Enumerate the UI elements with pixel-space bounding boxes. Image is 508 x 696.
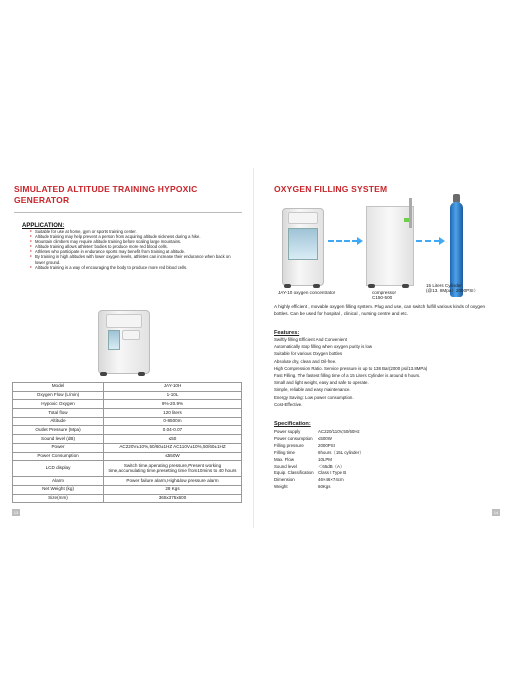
feature-item: Small and light weight, easy and safe to operate. bbox=[274, 380, 369, 386]
spec-key: Dimension bbox=[274, 477, 295, 483]
table-cell: Model bbox=[13, 383, 104, 392]
application-list bbox=[30, 229, 240, 270]
table-cell: Hypoxic Oxygen bbox=[13, 400, 104, 409]
flow-arrow bbox=[416, 240, 440, 242]
spec-value: Class I Type B bbox=[318, 470, 347, 476]
flow-arrowhead bbox=[439, 237, 445, 245]
application-item: ♦ Altitude training is a way of encouraging the body to produce more red blood cells. bbox=[30, 265, 240, 270]
compressor-handle bbox=[409, 198, 412, 228]
concentrator-caption: JAY-10 oxygen concentrator bbox=[278, 290, 336, 295]
table-row bbox=[13, 391, 242, 400]
spec-row bbox=[274, 464, 364, 471]
spec-key: Power supply bbox=[274, 429, 301, 434]
spec-row bbox=[274, 470, 364, 477]
compressor-caption bbox=[372, 290, 396, 301]
feature-item: Swiftly filling Efficient And Convenient bbox=[274, 337, 347, 342]
oxygen-concentrator-image bbox=[280, 206, 324, 288]
spec-row bbox=[274, 457, 364, 464]
spec-row bbox=[274, 450, 364, 457]
left-page bbox=[0, 168, 254, 528]
spec-key: Filling time bbox=[274, 449, 295, 455]
flow-arrowhead bbox=[357, 237, 363, 245]
table-cell: ≤550W bbox=[104, 452, 242, 461]
cylinder-caption bbox=[426, 283, 478, 294]
right-page-title: OXYGEN FILLING SYSTEM bbox=[274, 184, 388, 194]
spec-row bbox=[274, 443, 364, 450]
table-cell: 120 liters bbox=[104, 409, 242, 418]
spec-value: 60Kgs bbox=[318, 484, 331, 490]
cylinder-caption-line: (@13. 8Mpa）2000PSI） bbox=[426, 288, 479, 294]
table-cell: Power failure alarm,High&low pressure alarm bbox=[104, 477, 242, 486]
flow-arrow bbox=[328, 240, 358, 242]
left-page-title: SIMULATED ALTITUDE TRAINING HYPOXIC GENERATOR bbox=[14, 184, 198, 205]
feature-item: Automatically stop filling when oxygen purity is low bbox=[274, 344, 373, 350]
table-cell: Total flow bbox=[13, 409, 104, 418]
table-cell: 1-10L bbox=[104, 391, 242, 400]
table-cell: Sound level (dB) bbox=[13, 435, 104, 444]
compressor-model: C150-500 bbox=[372, 295, 393, 301]
table-cell: Alarm bbox=[13, 477, 104, 486]
application-item: ♦ By training in high altitudes with lower oxygen levels, athletes can increase their endurance when back on lower ground. bbox=[30, 254, 240, 264]
table-row bbox=[13, 494, 242, 503]
spec-key: Equip. Classification bbox=[274, 470, 314, 476]
table-row bbox=[13, 426, 242, 435]
table-row bbox=[13, 452, 242, 461]
feature-item: High Compression Ratio. Service pressure is up to 138 Bar(2000 psi/13.8MPa) bbox=[274, 365, 428, 371]
table-cell: 28 Kgs bbox=[104, 485, 242, 494]
spec-table bbox=[12, 382, 242, 503]
spec-key: Sound level bbox=[274, 463, 297, 469]
application-heading: APPLICATION: bbox=[22, 223, 65, 229]
table-cell: ≤50 bbox=[104, 435, 242, 444]
spec-value: ≤500W bbox=[318, 435, 332, 441]
feature-item: Energy Saving: Low power consumption. bbox=[274, 394, 354, 400]
table-row bbox=[13, 409, 242, 418]
compressor-wheel bbox=[402, 284, 409, 288]
table-row bbox=[13, 443, 242, 452]
table-cell: Switch time,operating pressure,Present working time,accumulating time,presetting time from10mins to 40 hours bbox=[104, 461, 242, 477]
spec-row bbox=[274, 436, 364, 443]
spec-row bbox=[274, 429, 364, 436]
specification-list bbox=[274, 429, 364, 491]
feature-item: Fast Filling. The fastest filling time of a 15 Liters Cylinder is around 6 hours. bbox=[274, 373, 421, 379]
table-cell: JAY-10H bbox=[104, 383, 242, 392]
application-item: ♦ Altitude training may help prevent a person from acquiring altitude sickness during a hike. bbox=[30, 234, 240, 239]
spec-key: Power consumption bbox=[274, 435, 313, 441]
spec-row bbox=[274, 484, 364, 491]
spec-value: 46×46×74cm bbox=[318, 477, 344, 483]
feature-item: Suitable for various Oxygen bottles bbox=[274, 351, 343, 357]
application-item: ♦ Mountain climbers may require altitude training before scaling large mountains. bbox=[30, 239, 240, 244]
spec-value: 2000PSI bbox=[318, 442, 335, 448]
table-row bbox=[13, 383, 242, 392]
table-cell: 0-8500m bbox=[104, 417, 242, 426]
table-cell: Net Weight (kg) bbox=[13, 485, 104, 494]
feature-item: Simple, reliable and easy maintenance. bbox=[274, 387, 351, 393]
application-item: ♦ Athletes who participate in endurance sports may benefit from training at altitude. bbox=[30, 249, 240, 254]
table-cell: Oxygen Flow (L/min) bbox=[13, 391, 104, 400]
feature-item: Cost-Effective. bbox=[274, 401, 303, 407]
title-rule bbox=[14, 212, 242, 213]
spec-value: 6hours（15L cylinder） bbox=[318, 449, 364, 455]
page-number: 14 bbox=[493, 510, 499, 515]
features-list bbox=[274, 336, 494, 408]
table-row bbox=[13, 435, 242, 444]
specification-heading: Specification: bbox=[274, 421, 311, 427]
table-cell: 0.04-0.07 bbox=[104, 426, 242, 435]
table-row bbox=[13, 485, 242, 494]
table-row bbox=[13, 400, 242, 409]
table-cell: 9%-20.9% bbox=[104, 400, 242, 409]
features-heading: Features: bbox=[274, 330, 300, 336]
table-cell: 365x375x600 bbox=[104, 494, 242, 503]
system-description: A highly efficient , movable oxygen filling system. Plug and use, can switch fulfill various kinds of oxygen bottles. Can be used for hospital , clinical , nursing centre and etc. bbox=[274, 304, 486, 316]
spec-key: Max. Flow bbox=[274, 456, 295, 462]
right-page bbox=[254, 168, 508, 528]
cylinder-caption-line: 15 Liters Cylinder bbox=[426, 283, 462, 288]
compressor-name: compressor bbox=[372, 290, 396, 295]
table-cell: Altitude bbox=[13, 417, 104, 426]
spec-row bbox=[274, 477, 364, 484]
spec-value: AC220/110V,50/60Hz bbox=[318, 429, 360, 434]
table-cell: Size(mm) bbox=[13, 494, 104, 503]
compressor-wheel bbox=[368, 284, 375, 288]
table-cell: LCD display bbox=[13, 461, 104, 477]
spec-value: ＜65dB（A） bbox=[318, 463, 345, 469]
table-row bbox=[13, 461, 242, 477]
application-item: ♦ Suitable for use at home, gym or sports training center. bbox=[30, 229, 240, 234]
table-cell: Outlet Pressure (Mpa) bbox=[13, 426, 104, 435]
table-row bbox=[13, 477, 242, 486]
table-row bbox=[13, 417, 242, 426]
application-item: ♦ Altitude training allows athletes' bodies to produce more red blood cells. bbox=[30, 244, 240, 249]
hypoxic-generator-image bbox=[94, 306, 152, 378]
spec-key: Weight bbox=[274, 484, 288, 490]
table-cell: AC220V±10%,50/60±1HZ AC110V±10%,50/60±1HZ bbox=[104, 443, 242, 452]
spec-value: 10LPM bbox=[318, 456, 332, 462]
feature-item: Absolute dry, clean and Oil-free. bbox=[274, 358, 337, 364]
table-cell: Power bbox=[13, 443, 104, 452]
table-cell: Power Consumption bbox=[13, 452, 104, 461]
spec-key: Filling pressure bbox=[274, 442, 304, 448]
page-number: 13 bbox=[13, 510, 19, 515]
compressor-switch bbox=[404, 218, 409, 222]
